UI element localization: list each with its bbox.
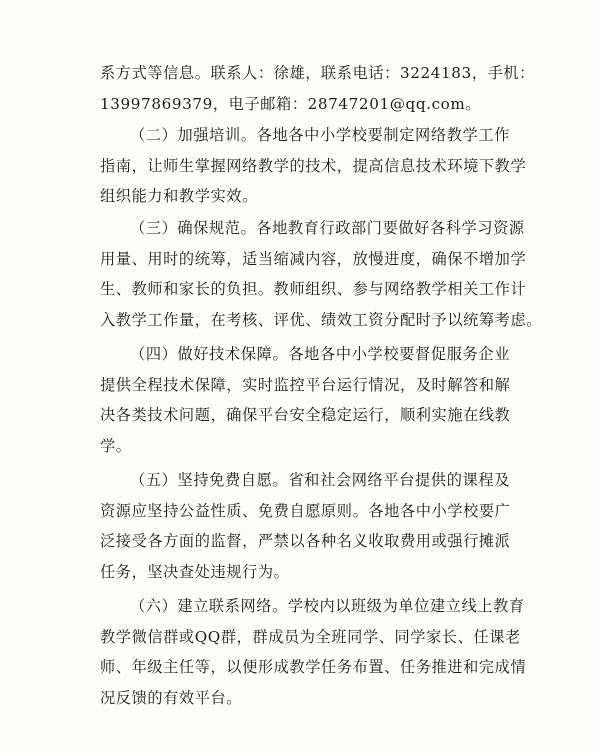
text-line: 系方式等信息。联系人：徐雄，联系电话：3224183，手机：	[100, 64, 535, 82]
paragraph-standards	[100, 213, 543, 335]
text-line: 资源应坚持公益性质、免费自愿原则。各地各中小学校要广	[100, 501, 511, 520]
text-line: 决各类技术问题，确保平台安全稳定运行，顺利实施在线教	[100, 406, 511, 424]
text-line: 师、年级主任等，以便形成教学任务布置、任务推进和完成情	[100, 658, 527, 676]
text-line: 组织能力和教学实效。	[100, 187, 258, 205]
contact-paragraph	[100, 58, 535, 119]
text-line: 指南，让师生掌握网络教学的技术，提高信息技术环境下教学	[100, 156, 527, 175]
text-line: 况反馈的有效平台。	[100, 688, 243, 707]
text-line: 教学微信群或QQ群，群成员为全班同学、同学家长、任课老	[100, 627, 521, 646]
text-line: 生、教师和家长的负担。教师组织、参与网络教学相关工作计	[100, 280, 527, 298]
paragraph-training	[100, 120, 527, 212]
text-line: （三）确保规范。各地教育行政部门要做好各科学习资源	[130, 219, 525, 237]
paragraph-contact-network	[100, 591, 527, 713]
text-line: 任务，坚决查处违规行为。	[100, 562, 290, 581]
text-line: 泛接受各方面的监督，严禁以各种名义收取费用或强行摊派	[100, 532, 511, 550]
text-line: 13997869379，电子邮箱：28747201@qq.com。	[100, 94, 482, 113]
text-line: （五）坚持免费自愿。省和社会网络平台提供的课程及	[130, 471, 510, 489]
paragraph-technical-support	[100, 339, 510, 461]
text-line: （六）建立联系网络。学校内以班级为单位建立线上教育	[130, 597, 525, 615]
text-line: 入教学工作量，在考核、评优、绩效工资分配时予以统筹考虑。	[100, 310, 543, 329]
text-line: 提供全程技术保障，实时监控平台运行情况，及时解答和解	[100, 375, 511, 394]
text-line: （二）加强培训。各地各中小学校要制定网络教学工作	[130, 126, 510, 144]
text-line: （四）做好技术保障。各地各中小学校要督促服务企业	[130, 345, 510, 363]
text-line: 用量、用时的统筹，适当缩减内容，放慢进度，确保不增加学	[100, 249, 527, 268]
paragraph-free-voluntary	[100, 465, 510, 587]
text-line: 学。	[100, 436, 132, 455]
